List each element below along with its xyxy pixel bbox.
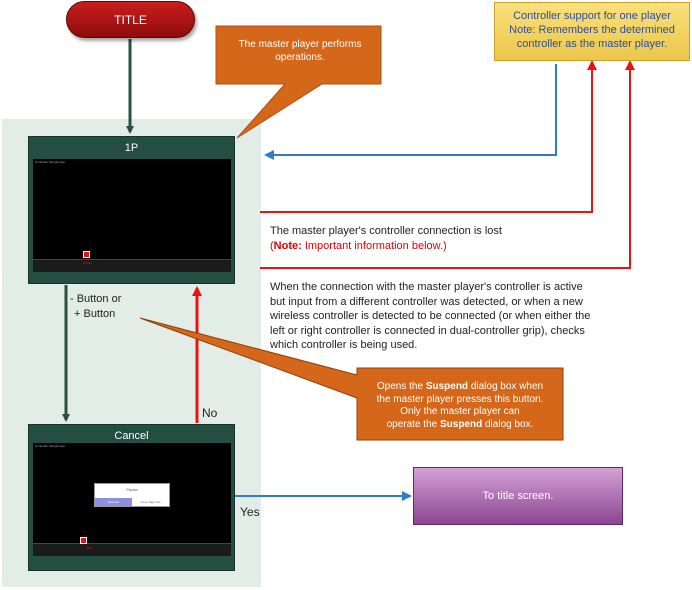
note-line1: Controller support for one player [513, 10, 671, 22]
connection-lost-line1: The master player's controller connection is lost [270, 225, 502, 237]
screen-1p [28, 136, 235, 284]
start-button-icon [80, 537, 87, 544]
callout-suspend-line4-pre: operate the [386, 418, 440, 430]
suspend-dialog [94, 483, 170, 507]
button-label [70, 292, 150, 321]
note-label: Note: [273, 239, 302, 252]
screen-cancel-mini-header: Controller Sample App [35, 444, 66, 448]
screen-1p-mini-header: Controller Sample App [35, 160, 66, 164]
callout-suspend-line1-bold: Suspend [425, 381, 469, 392]
callout-suspend-text [359, 381, 561, 431]
b-button-icon [83, 251, 90, 258]
screen-cancel-mini-button: Start [86, 546, 93, 550]
callout-master-text: The master player performs operations. [238, 39, 362, 63]
active-line5: which controller is being used. [270, 339, 418, 352]
callout-suspend-line4-post: dialog box. [482, 418, 534, 430]
screen-cancel-title: Cancel [114, 430, 149, 442]
screen-1p-title: 1P [124, 142, 139, 154]
dialog-signout-button[interactable]: Go to Sign Out [132, 498, 169, 506]
button-label-line1: - Button or [70, 293, 122, 305]
title-node: TITLE [66, 1, 195, 38]
active-line3: wireless controller is detected to be connected (or when either the [270, 310, 591, 323]
note-line2: Note: Remembers the determined [509, 23, 675, 36]
callout-suspend-line1-post: dialog box when [468, 381, 544, 392]
note-text: Important information below.) [301, 239, 447, 252]
note-open-paren: ( [270, 239, 274, 252]
callout-suspend-line2: the master player presses this button. [376, 393, 544, 405]
note-line3: controller as the master player. [516, 37, 668, 50]
callout-suspend-line3: Only the master player can [400, 406, 520, 417]
callout-suspend-line1 [359, 381, 561, 394]
screen-cancel [28, 424, 235, 571]
button-label-line2: + Button [74, 307, 116, 320]
screen-cancel-footer [33, 543, 231, 556]
connection-lost-note [270, 239, 570, 254]
dialog-title: Pause [126, 487, 138, 492]
callout-suspend-line4-bold: Suspend [439, 418, 483, 430]
callout-suspend-line1-pre: Opens the [376, 381, 426, 392]
callout-suspend-line4 [359, 419, 561, 432]
active-connection-paragraph [270, 280, 650, 353]
controller-support-note [494, 2, 690, 61]
screen-cancel-display [33, 443, 231, 555]
to-title-screen-node: To title screen. [413, 467, 623, 525]
screen-1p-mini-button: B Start [83, 261, 93, 265]
screen-1p-display [33, 159, 231, 271]
yes-label: Yes [240, 505, 260, 519]
no-label: No [202, 406, 218, 420]
active-line2: but input from a different controller was detected, or when a new [270, 295, 583, 308]
connection-lost-text [270, 224, 570, 253]
screen-1p-footer [33, 259, 231, 272]
dialog-resume-button[interactable]: Resume [95, 498, 132, 506]
active-line4: left or right controller is connected in dual-controller grip), checks [270, 324, 585, 337]
active-line1: When the connection with the master player's controller is active [270, 281, 583, 293]
